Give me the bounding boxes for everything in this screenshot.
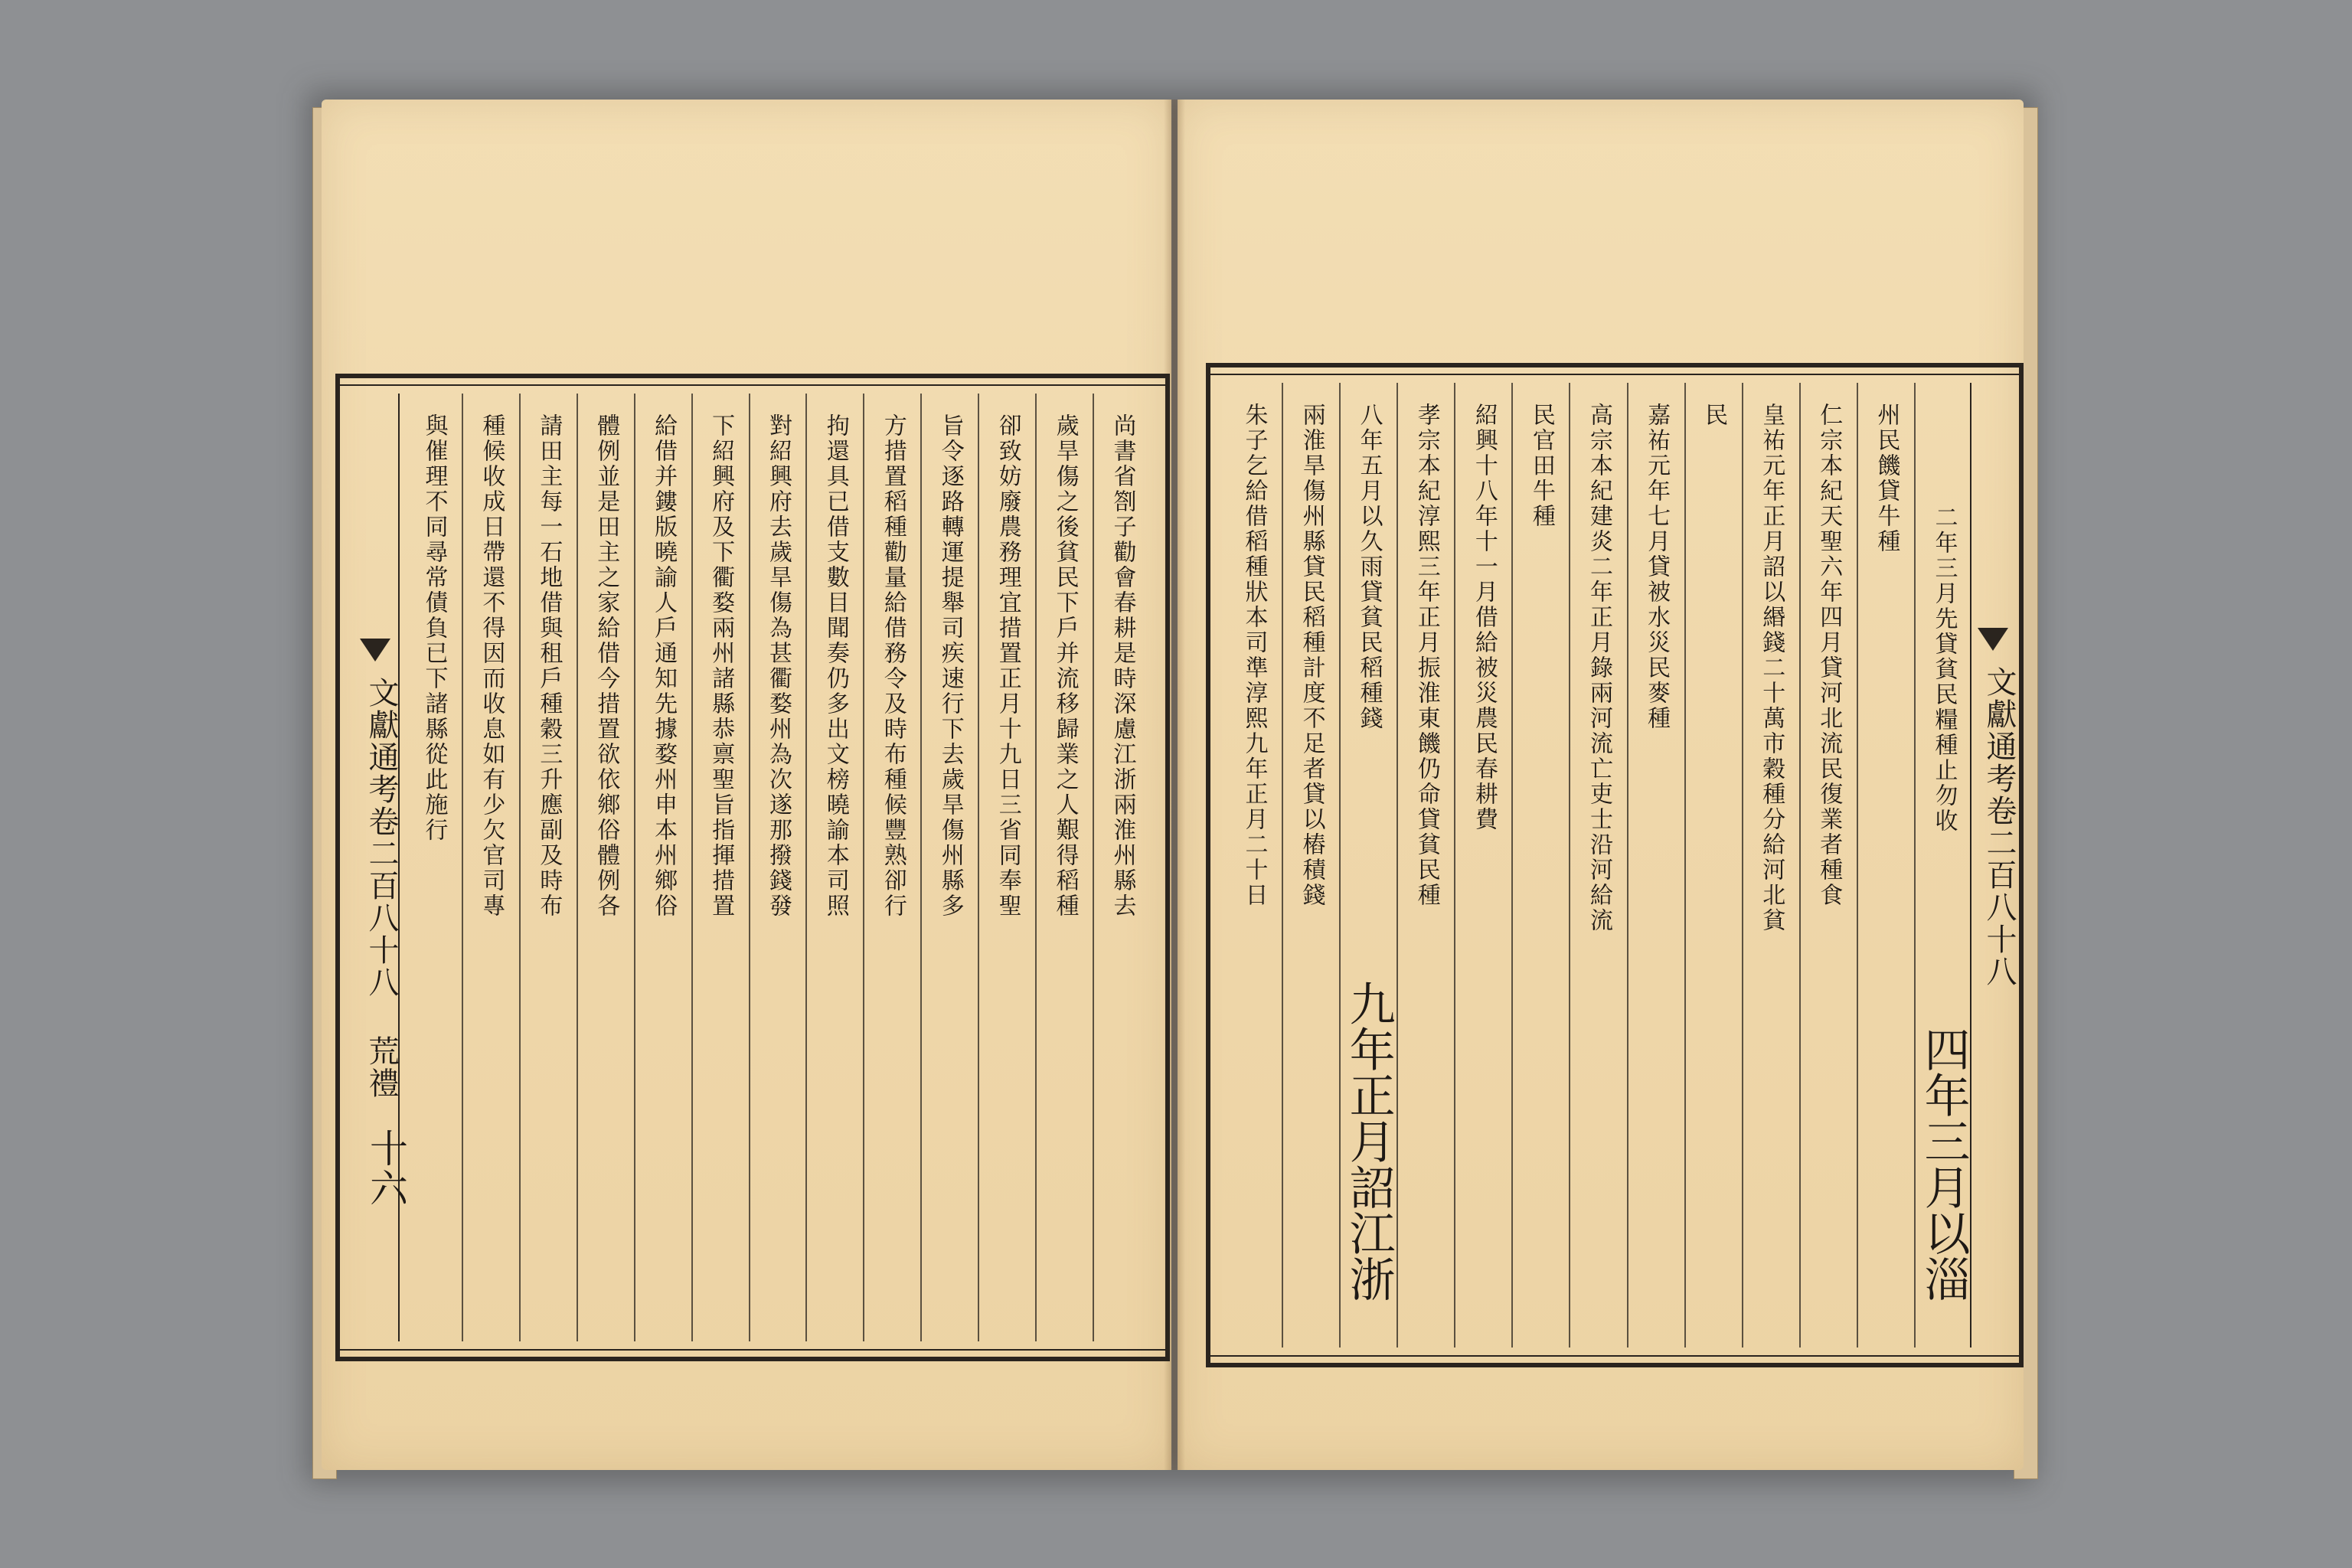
text-column xyxy=(1282,383,1339,1348)
text-column xyxy=(519,394,577,1341)
column-text: 嘉祐元年七月貸被水災民麥種 xyxy=(1643,403,1671,731)
text-column xyxy=(1339,383,1396,1348)
frame-inner-rule-top xyxy=(340,384,1165,386)
text-column xyxy=(1511,383,1569,1348)
text-column xyxy=(1035,394,1093,1341)
column-text: 高宗本紀建炎二年正月錄兩河流亡吏士沿河給流 xyxy=(1585,403,1612,933)
column-text: 紹興十八年十一月借給被災農民春耕費 xyxy=(1470,403,1498,832)
column-text: 尚書省劄子勸會春耕是時深慮江浙兩淮州縣去 xyxy=(1109,413,1136,919)
column-text: 歲旱傷之後貧民下戶并流移歸業之人艱得稻種 xyxy=(1051,413,1079,919)
text-column xyxy=(1742,383,1799,1348)
frame-inner-rule-bottom xyxy=(340,1349,1165,1351)
column-text: 孝宗本紀淳熙三年正月振淮東饑仍命貸貧民種 xyxy=(1413,403,1440,908)
text-column xyxy=(406,394,462,1341)
column-text: 給借并鏤版曉諭人戶通知先據婺州申本州鄉俗 xyxy=(650,413,678,919)
text-column xyxy=(920,394,978,1341)
text-column xyxy=(1093,394,1150,1341)
column-text: 旨令逐路轉運提舉司疾速行下去歲旱傷州縣多 xyxy=(936,413,964,919)
column-note: 九年正月詔江浙 xyxy=(1341,980,1396,1302)
text-column xyxy=(1226,383,1282,1348)
text-column xyxy=(749,394,806,1341)
right-page-edge-label: 文獻通考卷二百八十八 xyxy=(1981,666,2017,988)
text-column xyxy=(691,394,749,1341)
text-column xyxy=(1454,383,1511,1348)
column-text: 二年三月先貸貧民糧種止勿收 xyxy=(1930,505,1958,834)
column-text: 下紹興府及下衢婺兩州諸縣恭禀聖旨指揮措置 xyxy=(707,413,735,919)
column-text: 卻致妨廢農務理宜措置正月十九日三省同奉聖 xyxy=(994,413,1021,919)
text-column xyxy=(577,394,634,1341)
column-text: 體例並是田主之家給借今措置欲依鄉俗體例各 xyxy=(593,413,620,919)
text-column xyxy=(1569,383,1626,1348)
text-column xyxy=(1857,383,1914,1348)
fishtail-mark-icon xyxy=(1978,628,2008,651)
left-page-folio: 十六 xyxy=(364,1129,408,1208)
fishtail-mark-icon xyxy=(360,639,390,662)
frame-inner-rule-top xyxy=(1210,374,2019,375)
text-column xyxy=(1914,383,1971,1348)
frame-inner-rule-bottom xyxy=(1210,1355,2019,1357)
column-text: 請田主每一石地借與租戶種穀三升應副及時布 xyxy=(535,413,563,919)
column-text: 民官田牛種 xyxy=(1527,403,1555,529)
text-column xyxy=(863,394,920,1341)
column-text: 與催理不同尋常債負已下諸縣從此施行 xyxy=(420,413,448,843)
text-column xyxy=(634,394,691,1341)
text-column xyxy=(1627,383,1684,1348)
left-page-text-block xyxy=(335,374,1170,1361)
left-page-columns xyxy=(406,394,1150,1341)
column-text: 拘還具已借支數目聞奏仍多出文榜曉諭本司照 xyxy=(822,413,849,919)
column-text: 朱子乞給借稻種狀本司準淳熙九年正月二十日 xyxy=(1240,403,1268,908)
column-text: 仁宗本紀天聖六年四月貸河北流民復業者種食 xyxy=(1815,403,1843,908)
text-column xyxy=(978,394,1035,1341)
column-text: 皇祐元年正月詔以緡錢二十萬市穀種分給河北貧 xyxy=(1758,403,1785,933)
text-column xyxy=(1396,383,1454,1348)
column-note: 四年三月以淄 xyxy=(1916,1026,1971,1302)
text-column xyxy=(805,394,863,1341)
column-text: 方措置稻種勸量給借務令及時布種候豐熟卻行 xyxy=(879,413,906,919)
column-text: 州民饑貸牛種 xyxy=(1873,403,1900,554)
column-text: 對紹興府去歲旱傷為甚衢婺州為次遂那撥錢發 xyxy=(765,413,792,919)
right-page-text-block xyxy=(1206,363,2024,1367)
text-column xyxy=(1684,383,1742,1348)
column-text: 兩淮旱傷州縣貸民稻種計度不足者貸以樁積錢 xyxy=(1298,403,1325,908)
right-page-fore-edge-strip xyxy=(1970,383,2016,1348)
left-page-edge-label: 文獻通考卷二百八十八 荒禮 xyxy=(364,677,399,1099)
left-page-fore-edge-strip xyxy=(354,394,408,1341)
text-column xyxy=(462,394,519,1341)
text-column xyxy=(1799,383,1857,1348)
column-text: 民 xyxy=(1700,403,1728,428)
column-text: 八年五月以久雨貸貧民稻種錢 xyxy=(1355,403,1383,731)
column-text: 種候收成日帶還不得因而收息如有少欠官司專 xyxy=(478,413,505,919)
right-page-columns xyxy=(1226,383,1971,1348)
